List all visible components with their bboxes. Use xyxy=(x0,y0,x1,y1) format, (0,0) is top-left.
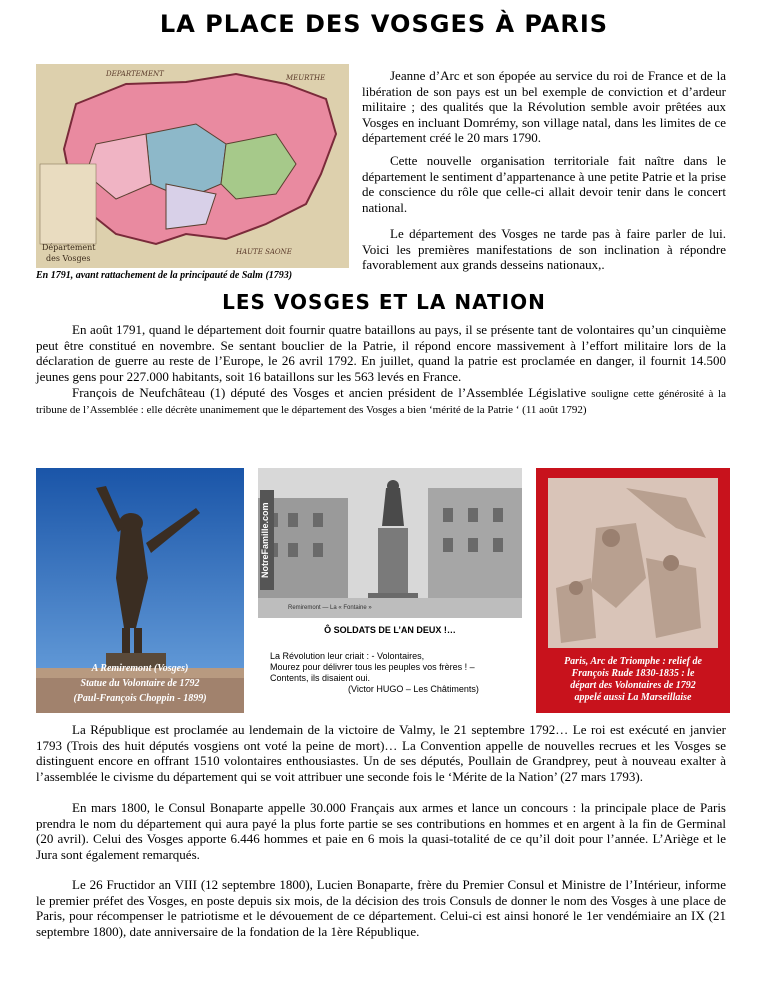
quote-line-1: La Révolution leur criait : - Volontaires, xyxy=(270,651,425,661)
postcard-text: Remiremont — La « Fontaine » xyxy=(288,605,372,611)
quote-line-2: Mourez pour délivrer tous les peuples vos frères ! – xyxy=(270,662,475,672)
section-title: LES VOSGES ET LA NATION xyxy=(222,290,546,314)
quote-attribution: (Victor HUGO – Les Châtiments) xyxy=(348,684,479,694)
nation-paragraph-1: En août 1791, quand le département doit fournir quatre bataillons au pays, il se présente tant de volontaires qu’un cinquième peut être constitué en novembre. Se sentant bouclier de la Patrie, il répond encore massivement à l’effort militaire lors de la déclaration de guerre au reste de l’Europe, le 26 avril 1792. En juillet, quand la patrie est proclamée en danger, il fournit 14.500 jeunes gens pour 227.000 habitants, soit 16 bataillons sur les 563 levés en France. xyxy=(36,322,726,384)
photo-statue-remiremont xyxy=(36,468,244,713)
map-drawing xyxy=(36,64,349,268)
svg-text:DEPARTEMENT: DEPARTEMENT xyxy=(106,70,164,78)
left-caption-line-3: (Paul-François Choppin - 1899) xyxy=(73,693,207,704)
left-caption-line-1: A Remiremont (Vosges) xyxy=(91,663,189,674)
intro-paragraph-2: Cette nouvelle organisation territoriale fait naître dans le département le sentiment d’appartenance à une petite Patrie et la prise de conscience du rôle que celle-ci allait devoir tenir dans le concert national. xyxy=(362,153,726,215)
quote-line-3: Contents, ils disaient oui. xyxy=(270,673,371,683)
map-label-departement: Département xyxy=(42,243,96,252)
svg-text:HAUTE SAONE: HAUTE SAONE xyxy=(236,248,292,256)
right-caption-line-4: appelé aussi La Marseillaise xyxy=(574,692,692,703)
watermark: NotreFamille.com xyxy=(260,490,274,590)
left-caption-line-2: Statue du Volontaire de 1792 xyxy=(80,678,200,689)
right-caption-line-3: départ des Volontaires de 1792 xyxy=(570,680,696,691)
hugo-quote xyxy=(270,651,530,695)
soldats-heading: Ô SOLDATS DE L’AN DEUX !… xyxy=(324,625,456,635)
map-caption: En 1791, avant rattachement de la principauté de Salm (1793) xyxy=(36,270,293,281)
body-paragraph-3: Le 26 Fructidor an VIII (12 septembre 1800), Lucien Bonaparte, frère du Premier Consul et Ministre de l’Intérieur, informe le premier préfet des Vosges, en poste depuis six mois, de la décision des trois Consuls de donner le nom des Vosges à une place de Paris, pour récompenser le patriotisme et le dévouement de ce département. Celui-ci est ainsi honoré le 1er vendémiaire an IX (21 septembre 1800), date anniversaire de la fondation de la 1ère République. xyxy=(36,877,726,939)
left-photo-caption xyxy=(36,661,244,706)
page-title: LA PLACE DES VOSGES À PARIS xyxy=(159,10,609,38)
right-caption-line-2: François Rude 1830-1835 : le xyxy=(571,668,695,679)
postcard-drawing xyxy=(258,468,522,618)
photo-arc-de-triomphe xyxy=(536,468,730,713)
map-image xyxy=(36,64,349,268)
svg-text:MEURTHE: MEURTHE xyxy=(286,74,326,82)
body-paragraph-2: En mars 1800, le Consul Bonaparte appelle 30.000 Français aux armes et lance un concours : la principale place de Paris prendra le nom du département qui aura payé la plus forte partie se ses contributions en hommes et en argent à la fin de Germinal (20 avril). Celui des Vosges apporte 6.446 hommes et paie en 6 mois la quasi-totalité de ce qu’il doit pour l’année. L’Ariège et le Jura sont également remarqués. xyxy=(36,800,726,862)
nation-paragraph-2 xyxy=(36,385,726,417)
body-paragraph-1: La République est proclamée au lendemain de la victoire de Valmy, le 21 septembre 1792… Le roi est exécuté en janvier 1793 (Trois des huit députés vosgiens ont voté la peine de mort)… La Convention appelle de nouvelles recrues et les Vosges se distinguent encore en offrant 1510 volontaires enthousiastes. Un de ses députés, Poullain de Grandprey, peut à nouveau exalter à l’assemblée le civisme du département qui se voit attribuer une seconde fois le ‘Mérite de la Nation’ (27 mars 1793). xyxy=(36,722,726,784)
map-label-vosges: des Vosges xyxy=(46,254,91,263)
right-caption-line-1: Paris, Arc de Triomphe : relief de xyxy=(564,656,702,667)
intro-paragraph-3: Le département des Vosges ne tarde pas à faire parler de lui. Voici les premières manifestations de son inclination à répondre favorablement aux grands desseins nationaux,. xyxy=(362,226,726,272)
intro-paragraph-1: Jeanne d’Arc et son épopée au service du roi de France et de la libération de son pays est un bel exemple de conviction et d’ardeur militaire ; des qualités que la Révolution semble avoir prêtées aux Vosges en incluant Domrémy, son village natal, dans les limites de ce département créé le 20 mars 1790. xyxy=(362,68,726,145)
nation-paragraph-2-main: François de Neufchâteau (1) député des Vosges et ancien président de l’Assemblée Législative xyxy=(72,385,587,400)
photo-postcard-remiremont xyxy=(258,468,522,618)
right-photo-caption xyxy=(540,656,726,704)
nation-paragraph-2-small: souligne cette générosité à la tribune de l’Assemblée : elle décrète unanimement que le département des Vosges a bien ‘mérité de la Patrie ‘ (11 août 1792) xyxy=(36,388,726,416)
